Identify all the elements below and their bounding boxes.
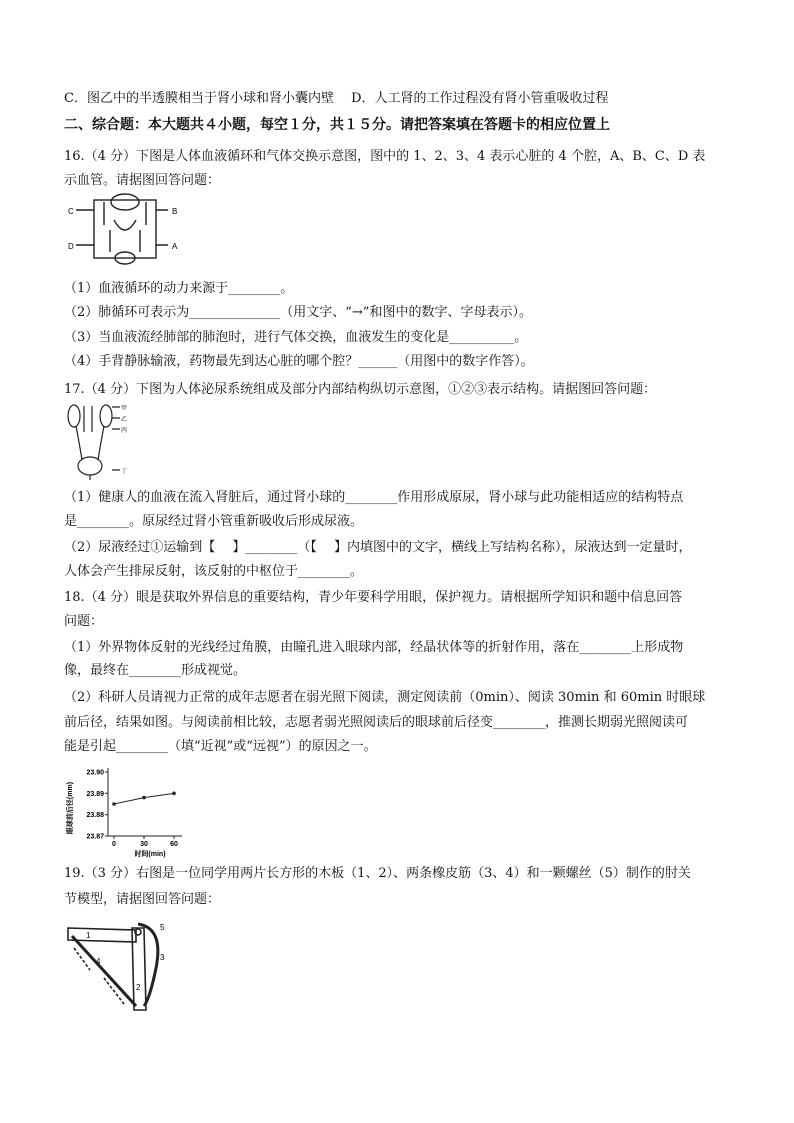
y-tick-label: 23.87 (86, 833, 104, 841)
y-tick-label: 23.88 (86, 812, 104, 820)
q19-stem-1: 19.（3 分）右图是一位同学用两片长方形的木板（1、2）、两条橡皮筋（3、4）和一颗螺丝（5）制作的肘关 (64, 866, 691, 881)
q18-item-2c: 能是引起________（填“近视”或“远视”）的原因之一。 (64, 739, 377, 754)
label-d: D (68, 242, 74, 251)
eye-length-chart (64, 764, 194, 860)
label-jia: 甲 (121, 406, 128, 412)
label-bing: 丙 (121, 428, 128, 434)
x-tick-label: 60 (170, 841, 178, 848)
q16-item-1: （1）血液循环的动力来源于________。 (64, 281, 294, 296)
label-a: A (172, 242, 178, 251)
q18-item-2b: 前后径，结果如图。与阅读前相比较，志愿者弱光照阅读后的眼球前后径变________，推测长期弱光照阅读可 (64, 715, 689, 730)
q17-item-1b: 是________。原尿经过肾小管重新吸收后形成尿液。 (64, 514, 364, 529)
y-tick-label: 23.90 (86, 769, 104, 777)
x-tick-label: 0 (112, 841, 116, 848)
q18-stem-1: 18.（4 分）眼是获取外界信息的重要结构，青少年要科学用眼，保护视力。请根据所学知识和题中信息回答 (64, 590, 683, 605)
data-point (112, 802, 116, 806)
y-tick-label: 23.89 (86, 790, 104, 798)
label-yi: 乙 (121, 417, 128, 423)
label-2: 2 (136, 983, 141, 992)
circulation-diagram (64, 190, 190, 270)
q16-stem-1: 16.（4 分）下图是人体血液循环和气体交换示意图，图中的 1、2、3、4 表示心脏的 4 个腔，A、B、C、D 表 (64, 149, 706, 164)
q17-item-1a: （1）健康人的血液在流入肾脏后，通过肾小球的________作用形成原尿，肾小球与此功能相适应的结构特点 (64, 490, 684, 505)
data-point (142, 796, 146, 800)
data-point (172, 792, 176, 796)
label-c: C (68, 207, 74, 216)
q18-stem-2: 问题： (64, 614, 104, 629)
label-3: 3 (160, 953, 165, 962)
q16-item-4: （4）手背静脉输液，药物最先到达心脏的哪个腔？______（用图中的数字作答）。 (64, 354, 534, 369)
label-5: 5 (160, 923, 165, 932)
q18-item-1a: （1）外界物体反射的光线经过角膜，由瞳孔进入眼球内部，经晶状体等的折射作用，落在________上形成物 (64, 640, 684, 655)
q19-stem-2: 节模型，请据图回答问题： (64, 892, 221, 907)
q16-stem-2: 示血管。请据图回答问题： (64, 173, 221, 188)
q17-stem: 17.（4 分）下图为人体泌尿系统组成及部分内部结构纵切示意图，①②③表示结构。请据图回答问题： (64, 382, 657, 397)
label-1: 1 (86, 931, 91, 940)
q18-item-1b: 像，最终在________形成视觉。 (64, 663, 247, 678)
q16-item-3: （3）当血液流经肺部的肺泡时，进行气体交换，血液发生的变化是__________。 (64, 330, 528, 345)
section-title: 二、综合题：本大题共４小题，每空１分，共１５分。请把答案填在答题卡的相应位置上 (64, 117, 610, 133)
option-c-d: C．图乙中的半透膜相当于肾小球和肾小囊内壁 D．人工肾的工作过程没有肾小管重吸收过程 (64, 91, 609, 106)
x-tick-label: 30 (140, 841, 148, 848)
q16-item-2: （2）肺循环可表示为______________（用文字、“→”和图中的数字、字母表示）。 (64, 305, 532, 320)
urinary-system-diagram (64, 402, 136, 480)
y-axis-label: 眼球前后径(mm) (67, 781, 74, 835)
label-4: 4 (96, 957, 101, 966)
label-ding: 丁 (121, 469, 128, 475)
elbow-model-diagram (64, 918, 178, 1014)
q17-item-2a: （2）尿液经过①运输到【 】________（【 】内填图中的文字，横线上写结构名称），尿液达到一定量时， (64, 540, 692, 555)
label-b: B (172, 207, 178, 216)
x-axis-label: 时间(min) (134, 851, 166, 858)
q17-item-2b: 人体会产生排尿反射，该反射的中枢位于________。 (64, 564, 364, 579)
q18-item-2a: （2）科研人员请视力正常的成年志愿者在弱光照下阅读，测定阅读前（0min）、阅读 30min 和 60min 时眼球 (64, 690, 706, 705)
